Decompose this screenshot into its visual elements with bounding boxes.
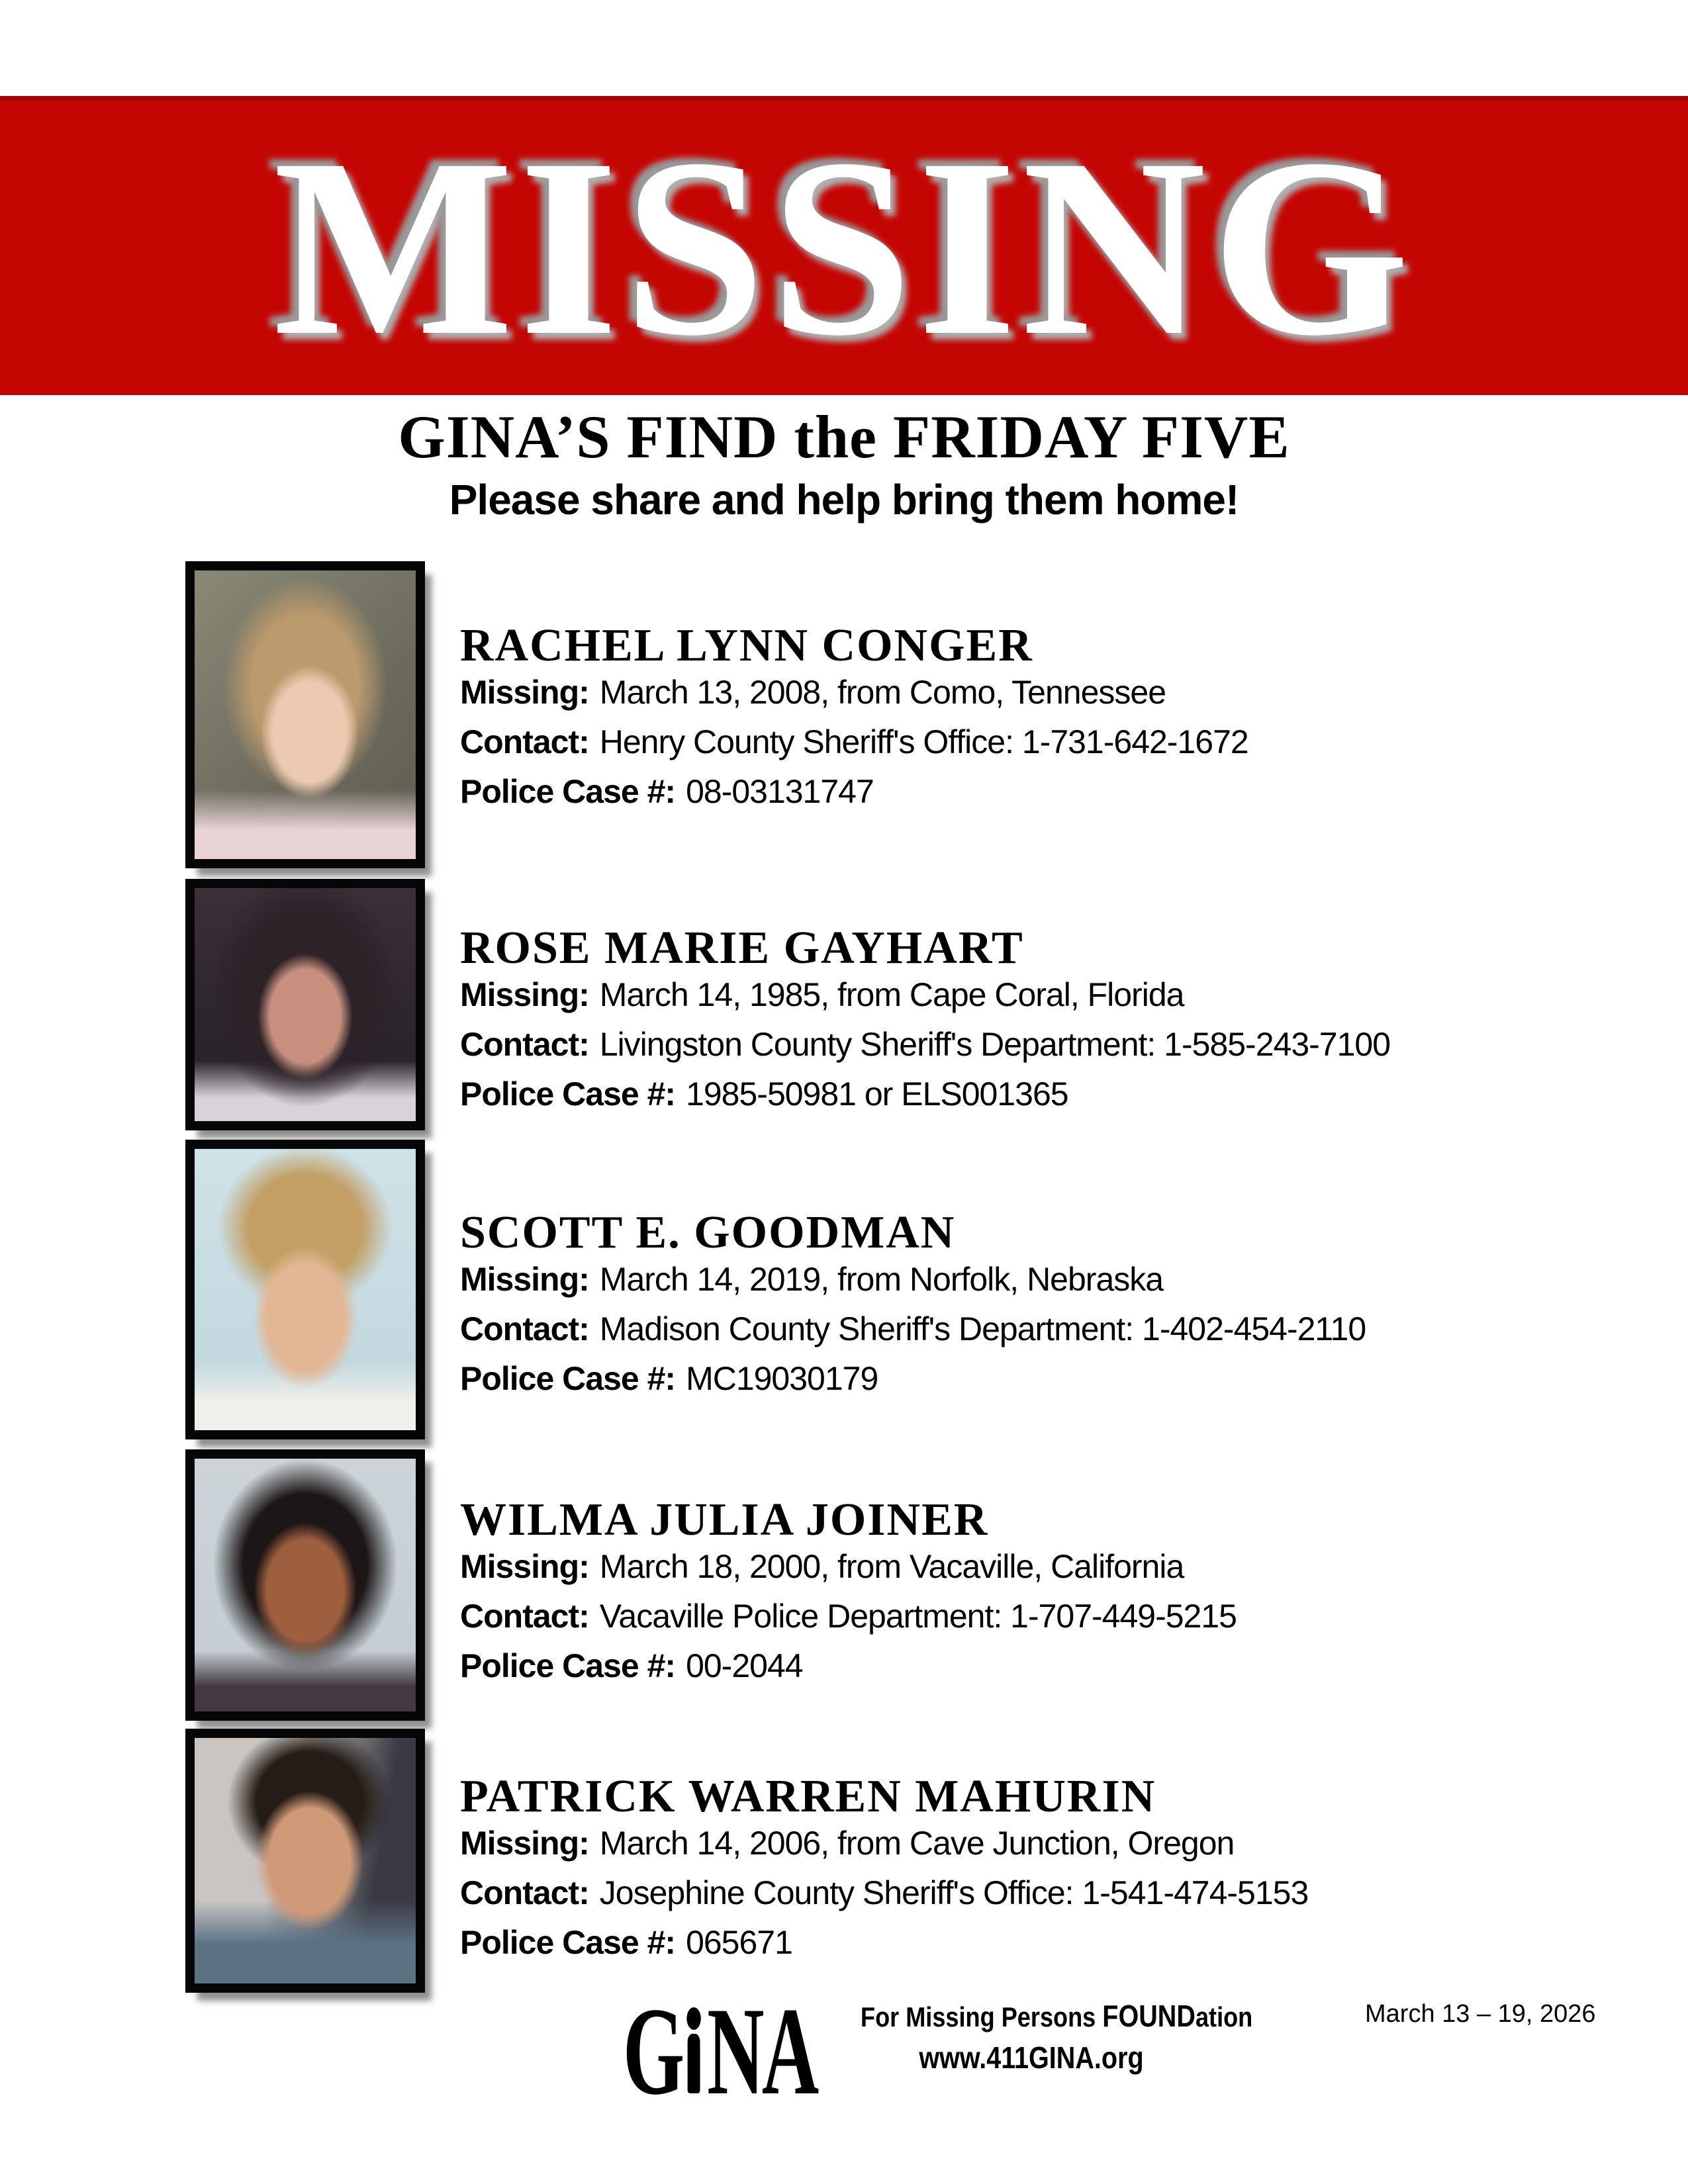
missing-value: March 18, 2000, from Vacaville, California bbox=[599, 1548, 1184, 1585]
person-info bbox=[460, 925, 1572, 1126]
contact-line bbox=[460, 1311, 1572, 1347]
case-line bbox=[460, 1648, 1572, 1684]
case-label: Police Case #: bbox=[460, 773, 676, 810]
missing-label: Missing: bbox=[460, 674, 589, 711]
page-title: GINA’S FIND the FRIDAY FIVE bbox=[398, 403, 1290, 471]
contact-value: Madison County Sheriff's Department: 1-402-454-2110 bbox=[599, 1310, 1366, 1347]
person-name: PATRICK WARREN MAHURIN bbox=[460, 1771, 1156, 1822]
missing-label: Missing: bbox=[460, 976, 589, 1013]
missing-label: Missing: bbox=[460, 1825, 589, 1862]
case-label: Police Case #: bbox=[460, 1924, 676, 1961]
contact-line bbox=[460, 1598, 1572, 1635]
case-label: Police Case #: bbox=[460, 1075, 676, 1113]
logo-url: www.411GINA.org bbox=[919, 2040, 1144, 2075]
contact-label: Contact: bbox=[460, 1026, 589, 1063]
logo-letters-na: NA bbox=[707, 1982, 817, 2121]
case-line bbox=[460, 1076, 1572, 1113]
page-subtitle: Please share and help bring them home! bbox=[449, 476, 1239, 523]
case-line bbox=[460, 1925, 1572, 1961]
logo-tagline bbox=[861, 1999, 1253, 2033]
case-value: 08-03131747 bbox=[686, 773, 874, 810]
person-name: RACHEL LYNN CONGER bbox=[460, 620, 1033, 671]
missing-value: March 14, 1985, from Cape Coral, Florida bbox=[599, 976, 1184, 1013]
missing-line bbox=[460, 1261, 1572, 1298]
person-info bbox=[460, 620, 1572, 823]
person-name: SCOTT E. GOODMAN bbox=[460, 1207, 956, 1258]
tagline-found: FOUND bbox=[1102, 1999, 1196, 2033]
contact-line bbox=[460, 724, 1572, 760]
gina-logo-taglines bbox=[861, 1999, 1253, 2075]
missing-label: Missing: bbox=[460, 1261, 589, 1298]
missing-line bbox=[460, 674, 1572, 711]
case-label: Police Case #: bbox=[460, 1647, 676, 1684]
person-photo bbox=[185, 1729, 425, 1993]
case-value: 1985-50981 or ELS001365 bbox=[686, 1075, 1068, 1113]
person-photo bbox=[185, 879, 425, 1130]
case-line bbox=[460, 774, 1572, 810]
contact-label: Contact: bbox=[460, 1310, 589, 1347]
contact-label: Contact: bbox=[460, 1598, 589, 1635]
missing-banner bbox=[0, 96, 1688, 395]
person-photo bbox=[185, 1449, 425, 1721]
contact-line bbox=[460, 1026, 1572, 1063]
gina-logo-text bbox=[623, 1982, 817, 2121]
banner-title: MISSING bbox=[273, 107, 1415, 388]
person-info bbox=[460, 1207, 1572, 1410]
logo-letter-g: G bbox=[623, 1982, 682, 2121]
date-range: March 13 – 19, 2026 bbox=[1365, 2000, 1596, 2028]
person-name: WILMA JULIA JOINER bbox=[460, 1494, 989, 1545]
person-photo bbox=[185, 561, 425, 868]
missing-value: March 14, 2019, from Norfolk, Nebraska bbox=[599, 1261, 1164, 1298]
missing-label: Missing: bbox=[460, 1548, 589, 1585]
contact-value: Vacaville Police Department: 1-707-449-5215 bbox=[599, 1598, 1237, 1635]
person-info bbox=[460, 1494, 1572, 1698]
contact-label: Contact: bbox=[460, 723, 589, 760]
contact-value: Josephine County Sheriff's Office: 1-541-474-5153 bbox=[599, 1874, 1309, 1911]
missing-line bbox=[460, 1825, 1572, 1862]
missing-value: March 14, 2006, from Cave Junction, Oregon bbox=[599, 1825, 1235, 1862]
contact-label: Contact: bbox=[460, 1874, 589, 1911]
missing-line bbox=[460, 977, 1572, 1013]
tagline-pre: For Missing Persons bbox=[861, 2001, 1103, 2032]
person-silhouette-icon bbox=[683, 2007, 705, 2093]
person-photo bbox=[185, 1140, 425, 1439]
case-line bbox=[460, 1361, 1572, 1397]
contact-value: Livingston County Sheriff's Department: 1-585-243-7100 bbox=[599, 1026, 1391, 1063]
case-value: 065671 bbox=[686, 1924, 792, 1961]
person-name: ROSE MARIE GAYHART bbox=[460, 923, 1024, 974]
case-label: Police Case #: bbox=[460, 1360, 676, 1397]
missing-line bbox=[460, 1549, 1572, 1585]
case-value: MC19030179 bbox=[686, 1360, 878, 1397]
case-value: 00-2044 bbox=[686, 1647, 803, 1684]
person-info bbox=[460, 1771, 1572, 1974]
contact-value: Henry County Sheriff's Office: 1-731-642-1672 bbox=[599, 723, 1248, 760]
contact-line bbox=[460, 1875, 1572, 1911]
missing-value: March 13, 2008, from Como, Tennessee bbox=[599, 674, 1166, 711]
tagline-post: ation bbox=[1195, 2001, 1253, 2032]
